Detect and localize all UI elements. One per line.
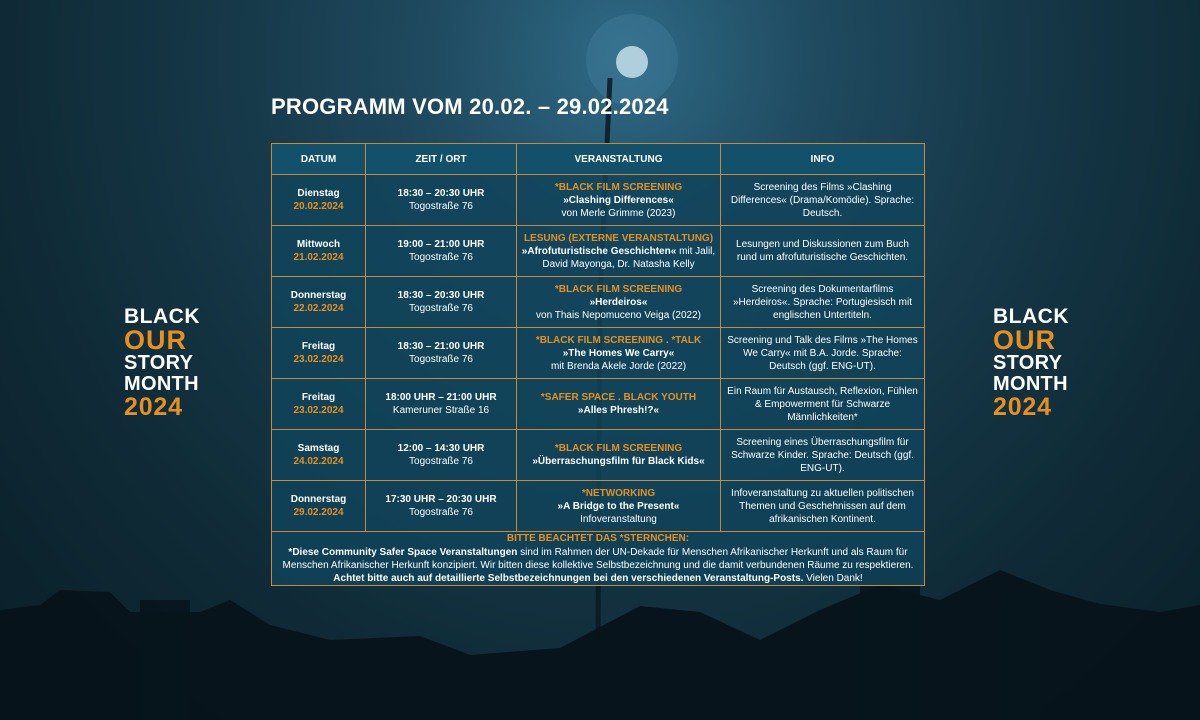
event-category: *SAFER SPACE . BLACK YOUTH (540, 392, 697, 403)
cell-event (517, 379, 721, 430)
table-row (272, 379, 925, 430)
event-title: »Clashing Differences« (563, 194, 674, 206)
cell-event (517, 481, 721, 532)
table-row (272, 277, 925, 328)
table-row (272, 328, 925, 379)
cell-event (517, 430, 721, 481)
place-label: Togostraße 76 (409, 252, 473, 263)
event-title: »Herdeiros« (589, 296, 648, 308)
date-label: 24.02.2024 (293, 456, 344, 467)
place-label: Togostraße 76 (409, 456, 473, 467)
day-label: Dienstag (297, 188, 340, 199)
event-category: *BLACK FILM SCREENING (554, 181, 683, 193)
cell-date (272, 379, 366, 430)
program-table (271, 143, 925, 586)
date-label: 20.02.2024 (293, 201, 344, 212)
cell-time-place (366, 277, 517, 328)
day-label: Mittwoch (296, 239, 341, 250)
cell-time-place (366, 175, 517, 226)
cell-date (272, 481, 366, 532)
cell-info (721, 328, 925, 379)
event-category: *NETWORKING (581, 487, 656, 499)
brand-line-year: 2024 (993, 393, 1052, 421)
place-label: Togostraße 76 (409, 303, 473, 314)
cell-time-place (366, 430, 517, 481)
note-body (283, 547, 914, 584)
header-veranstaltung: VERANSTALTUNG (517, 144, 721, 175)
date-label: 23.02.2024 (293, 354, 344, 365)
place-label: Togostraße 76 (409, 507, 473, 518)
place-label: Togostraße 76 (409, 201, 473, 212)
event-category: LESUNG (EXTERNE VERANSTALTUNG) (523, 232, 714, 244)
cell-date (272, 277, 366, 328)
table-row (272, 430, 925, 481)
event-title: »Alles Phresh!?« (577, 405, 660, 416)
cell-info (721, 430, 925, 481)
cell-info (721, 481, 925, 532)
time-label: 19:00 – 21:00 UHR (397, 239, 485, 250)
event-by: von Merle Grimme (2023) (561, 207, 676, 219)
info-text: Screening und Talk des Films »The Homes We Carry« mit B.A. Jorde. Sprache: Deutsch (ggf. ENG-UT). (727, 334, 918, 372)
info-text: Lesungen und Diskussionen zum Buch rund um afrofuturistische Geschichten. (736, 239, 909, 263)
brand-line-our: OUR (124, 325, 187, 355)
cell-info (721, 379, 925, 430)
brand-logo-left (124, 306, 234, 420)
cell-info (721, 277, 925, 328)
cell-time-place (366, 328, 517, 379)
brand-line-year: 2024 (124, 393, 183, 421)
event-by: mit Brenda Akele Jorde (2022) (550, 360, 687, 372)
time-label: 18:00 UHR – 21:00 UHR (385, 392, 497, 403)
brand-line-story: STORY (124, 352, 194, 374)
time-label: 17:30 UHR – 20:30 UHR (385, 494, 497, 505)
day-label: Freitag (301, 392, 336, 403)
header-datum: DATUM (272, 144, 366, 175)
cell-event (517, 175, 721, 226)
time-label: 18:30 – 21:00 UHR (397, 341, 485, 352)
info-text: Ein Raum für Austausch, Reflexion, Fühlen & Empowerment für Schwarze Männlichkeiten* (727, 385, 918, 423)
note-text-2: Vielen Dank! (803, 573, 863, 584)
info-text: Screening des Dokumentarfilms »Herdeiros«. Sprache: Portugiesisch mit englischen Untertiteln. (733, 283, 912, 321)
cell-time-place (366, 226, 517, 277)
brand-line-month: MONTH (124, 373, 199, 395)
date-label: 29.02.2024 (293, 507, 344, 518)
cell-event (517, 328, 721, 379)
cell-date (272, 226, 366, 277)
cell-date (272, 175, 366, 226)
event-category: *BLACK FILM SCREENING . *TALK (535, 334, 702, 346)
table-header-row (272, 144, 925, 175)
table-row (272, 481, 925, 532)
note-text-1: sind im Rahmen der UN-Dekade für Menschen Afrikanischer Herkunft und als Raum für Menschen Afrikanischer Herkunft konzipiert. Wir bitten diese kollektive Selbstbezeichnung und die damit verbundenen Räume zu respektieren. (282, 547, 914, 571)
event-by: mit Jalil, David Mayonga, Dr. Natasha Kelly (542, 245, 716, 270)
event-category: *BLACK FILM SCREENING (554, 443, 683, 454)
time-label: 12:00 – 14:30 UHR (397, 443, 485, 454)
brand-logo-right (993, 306, 1103, 420)
brand-line-black: BLACK (993, 305, 1069, 328)
info-text: Screening des Films »Clashing Differences« (Drama/Komödie). Sprache: Deutsch. (730, 181, 915, 219)
place-label: Togostraße 76 (409, 354, 473, 365)
cell-time-place (366, 379, 517, 430)
time-label: 18:30 – 20:30 UHR (397, 290, 485, 301)
header-zeit-ort: ZEIT / ORT (366, 144, 517, 175)
note-row (272, 532, 925, 586)
header-info: INFO (721, 144, 925, 175)
brand-line-month: MONTH (993, 373, 1068, 395)
event-title: »Afrofuturistische Geschichten« (521, 245, 677, 257)
note-heading: BITTE BEACHTET DAS *STERNCHEN: (506, 533, 690, 544)
event-by: Infoveranstaltung (580, 513, 657, 525)
cell-info (721, 175, 925, 226)
note-bold-1: *Diese Community Safer Space Veranstaltungen (288, 547, 518, 558)
table-row (272, 175, 925, 226)
cell-info (721, 226, 925, 277)
day-label: Samstag (297, 443, 340, 454)
cell-time-place (366, 481, 517, 532)
date-label: 21.02.2024 (293, 252, 344, 263)
day-label: Donnerstag (290, 290, 347, 301)
day-label: Donnerstag (290, 494, 347, 505)
info-text: Infoveranstaltung zu aktuellen politischen Themen und Geschehnissen auf dem afrikanischen Kontinent. (731, 487, 914, 525)
time-label: 18:30 – 20:30 UHR (397, 188, 485, 199)
note-bold-2: Achtet bitte auch auf detaillierte Selbstbezeichnungen bei den verschiedenen Veranstaltung-Posts. (333, 573, 804, 584)
event-title-and-by (521, 245, 716, 271)
table-row (272, 226, 925, 277)
event-title: »The Homes We Carry« (562, 347, 675, 359)
event-category: *BLACK FILM SCREENING (554, 283, 683, 295)
brand-line-black: BLACK (124, 305, 200, 328)
cell-date (272, 430, 366, 481)
event-by: von Thais Nepomuceno Veiga (2022) (536, 309, 701, 321)
cell-event (517, 277, 721, 328)
date-label: 22.02.2024 (293, 303, 344, 314)
event-title: »A Bridge to the Present« (557, 500, 680, 512)
date-label: 23.02.2024 (293, 405, 344, 416)
place-label: Kameruner Straße 16 (392, 405, 490, 416)
cell-event (517, 226, 721, 277)
cell-date (272, 328, 366, 379)
event-title: »Überraschungsfilm für Black Kids« (532, 456, 705, 467)
brand-line-our: OUR (993, 325, 1056, 355)
info-text: Screening eines Überraschungsfilm für Schwarze Kinder. Sprache: Deutsch (ggf. ENG-UT). (731, 436, 914, 474)
page-title: PROGRAMM VOM 20.02. – 29.02.2024 (271, 94, 669, 119)
day-label: Freitag (301, 341, 336, 352)
brand-line-story: STORY (993, 352, 1063, 374)
note-cell (272, 532, 925, 586)
